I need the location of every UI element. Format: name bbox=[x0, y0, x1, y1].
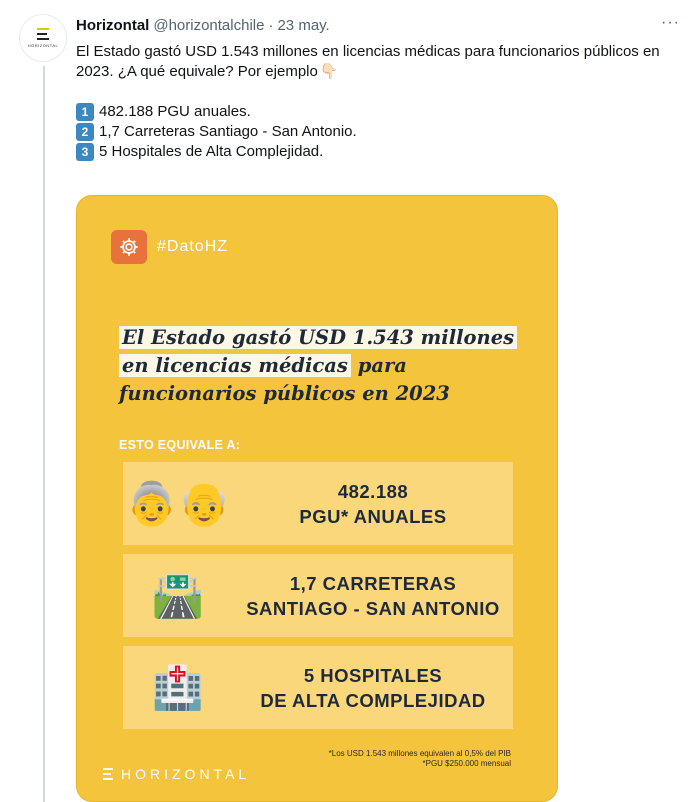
box-line1: 5 HOSPITALES bbox=[303, 664, 443, 686]
box-line1: 1,7 CARRETERAS bbox=[289, 572, 457, 594]
headline-line3: funcionarios públicos en 2023 bbox=[119, 382, 450, 405]
keycap-1-icon: 1 bbox=[76, 103, 94, 121]
avatar-text: HORIZONTAL bbox=[27, 43, 59, 48]
brand-logo bbox=[103, 766, 250, 782]
brand-bars-icon bbox=[103, 768, 113, 780]
list-item-text: 482.188 PGU anuales. bbox=[99, 103, 251, 120]
tweet-header bbox=[76, 14, 680, 36]
footnote bbox=[329, 749, 511, 769]
brand-name: HORIZONTAL bbox=[121, 766, 251, 782]
tweet-date[interactable]: 23 may. bbox=[277, 16, 330, 34]
box-text bbox=[233, 479, 513, 529]
highway-icon: 🛣️ bbox=[151, 571, 205, 619]
list-item-text: 1,7 Carreteras Santiago - San Antonio. bbox=[99, 123, 357, 140]
tweet-text bbox=[76, 42, 686, 162]
list-item bbox=[76, 122, 686, 142]
box-line1: 482.188 bbox=[337, 480, 409, 502]
box-line2: PGU* ANUALES bbox=[299, 505, 447, 527]
equivalence-box-highway bbox=[123, 554, 513, 637]
tag-label: #DatoHZ bbox=[157, 238, 229, 255]
headline-rest: para bbox=[350, 354, 407, 377]
point-down-icon: 👇🏻 bbox=[319, 63, 339, 80]
equivalence-label: ESTO EQUIVALE A: bbox=[119, 438, 241, 452]
box-text bbox=[233, 571, 513, 621]
tweet-paragraph bbox=[76, 42, 686, 82]
avatar[interactable] bbox=[19, 14, 67, 62]
box-line2: SANTIAGO - SAN ANTONIO bbox=[246, 597, 500, 619]
keycap-3-icon: 3 bbox=[76, 143, 94, 161]
thread-line bbox=[43, 66, 45, 802]
more-options-icon[interactable]: ··· bbox=[661, 14, 680, 31]
tweet-line1: El Estado gastó USD 1.543 millones en licencias médicas para funcionarios públicos en 2023. ¿A qué equivale? Por ejemplo bbox=[76, 43, 660, 80]
box-text bbox=[233, 663, 513, 713]
horizontal-logo-icon bbox=[37, 28, 49, 40]
handle[interactable]: @horizontalchile bbox=[153, 16, 265, 34]
elderly-people-icon: 👵👴 bbox=[125, 479, 231, 527]
box-line2: DE ALTA COMPLEJIDAD bbox=[260, 689, 486, 711]
headline-highlight-2: en licencias médicas bbox=[119, 354, 351, 377]
display-name[interactable]: Horizontal bbox=[76, 16, 150, 34]
card-headline bbox=[119, 324, 539, 408]
footnote-line2: *PGU $250.000 mensual bbox=[422, 759, 511, 768]
separator: · bbox=[268, 16, 274, 34]
tweet-image-card[interactable] bbox=[76, 195, 558, 802]
keycap-2-icon: 2 bbox=[76, 123, 94, 141]
list-item bbox=[76, 142, 686, 162]
dato-tag bbox=[111, 230, 228, 264]
equivalence-box-pgu bbox=[123, 462, 513, 545]
list-item bbox=[76, 102, 686, 122]
list-item-text: 5 Hospitales de Alta Complejidad. bbox=[99, 143, 324, 160]
equivalence-box-hospital bbox=[123, 646, 513, 729]
headline-highlight-1: El Estado gastó USD 1.543 millones bbox=[119, 326, 517, 349]
footnote-line1: *Los USD 1.543 millones equivalen al 0,5% del PIB bbox=[328, 749, 511, 758]
gear-icon bbox=[111, 230, 147, 264]
hospital-icon: 🏥 bbox=[151, 663, 205, 711]
